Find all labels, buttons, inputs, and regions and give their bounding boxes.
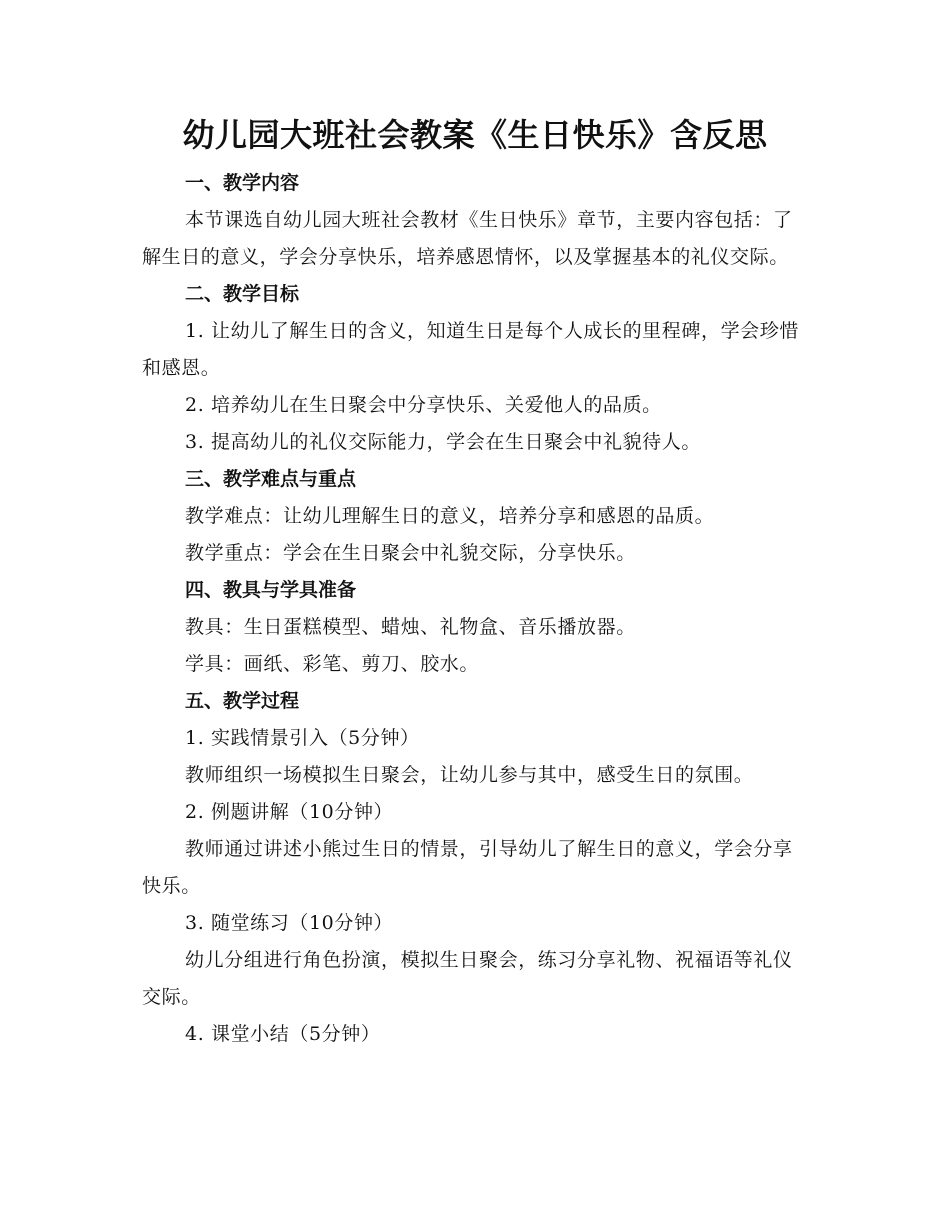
process-step-4-title: 4. 课堂小结（5分钟）: [185, 1023, 381, 1045]
section-heading-content: 一、教学内容: [185, 172, 300, 194]
process-step-1-text: 教师组织一场模拟生日聚会，让幼儿参与其中，感受生日的氛围。: [185, 764, 754, 786]
teaching-difficulty: 教学难点：让幼儿理解生日的意义，培养分享和感恩的品质。: [185, 505, 715, 527]
teacher-materials: 教具：生日蛋糕模型、蜡烛、礼物盒、音乐播放器。: [185, 616, 636, 638]
content-paragraph: 本节课选自幼儿园大班社会教材《生日快乐》章节，主要内容包括：了解生日的意义，学会分享快乐，培养感恩情怀，以及掌握基本的礼仪交际。: [142, 209, 793, 268]
section-heading-materials: 四、教具与学具准备: [185, 579, 357, 601]
student-materials: 学具：画纸、彩笔、剪刀、胶水。: [185, 653, 480, 675]
goal-item-2: 2. 培养幼儿在生日聚会中分享快乐、关爱他人的品质。: [185, 394, 662, 416]
document-title: 幼儿园大班社会教案《生日快乐》含反思: [182, 116, 768, 154]
section-heading-key-points: 三、教学难点与重点: [185, 468, 357, 490]
section-heading-process: 五、教学过程: [185, 690, 300, 712]
document-body: [142, 165, 812, 1053]
process-step-2-text: 教师通过讲述小熊过生日的情景，引导幼儿了解生日的意义，学会分享快乐。: [142, 838, 793, 897]
section-heading-goals: 二、教学目标: [185, 283, 300, 305]
goal-item-1: 1. 让幼儿了解生日的含义，知道生日是每个人成长的里程碑，学会珍惜和感恩。: [142, 320, 799, 379]
process-step-3-title: 3. 随堂练习（10分钟）: [185, 912, 394, 934]
process-step-1-title: 1. 实践情景引入（5分钟）: [185, 727, 420, 749]
goal-item-3: 3. 提高幼儿的礼仪交际能力，学会在生日聚会中礼貌待人。: [185, 431, 701, 453]
process-step-3-text: 幼儿分组进行角色扮演，模拟生日聚会，练习分享礼物、祝福语等礼仪交际。: [142, 949, 793, 1008]
teaching-focus: 教学重点：学会在生日聚会中礼貌交际，分享快乐。: [185, 542, 636, 564]
process-step-2-title: 2. 例题讲解（10分钟）: [185, 801, 394, 823]
